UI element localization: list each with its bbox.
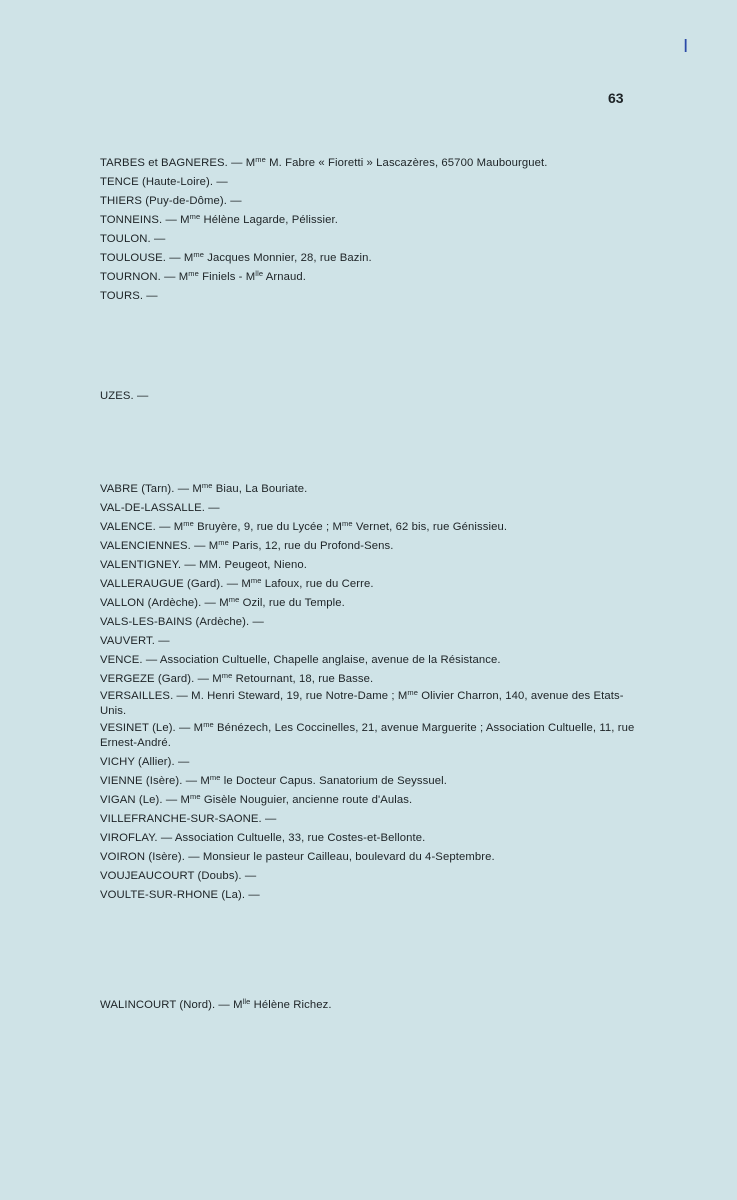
directory-entry: THIERS (Puy-de-Dôme). — — [100, 195, 242, 207]
directory-entry: UZES. — — [100, 390, 149, 402]
section-t-entries — [100, 154, 640, 306]
directory-entry: VALS-LES-BAINS (Ardèche). — — [100, 616, 264, 628]
directory-entry: VERGEZE (Gard). — $M^{me}$ Retournant, 18, rue Basse. — [100, 671, 374, 685]
directory-entry: VOIRON (Isère). — Monsieur le pasteur Cailleau, boulevard du 4-Septembre. — [100, 851, 495, 863]
directory-entry: VOUJEAUCOURT (Doubs). — — [100, 870, 257, 882]
corner-pencil-mark: I — [683, 36, 689, 57]
directory-entry: VICHY (Allier). — — [100, 756, 190, 768]
section-v-entries — [100, 480, 640, 905]
directory-entry: TOURS. — — [100, 290, 158, 302]
directory-entry: TOULON. — — [100, 233, 166, 245]
directory-entry: VABRE (Tarn). — $M^{me}$ Biau, La Bouriate. — [100, 481, 308, 495]
section-w-entries — [100, 996, 640, 1015]
section-u-entries — [100, 387, 640, 406]
directory-entry: VIGAN (Le). — $M^{me}$ Gisèle Nouguier, ancienne route d'Aulas. — [100, 792, 413, 806]
directory-entry: VIROFLAY. — Association Cultuelle, 33, rue Costes-et-Bellonte. — [100, 832, 426, 844]
directory-entry: TOULOUSE. — $M^{me}$ Jacques Monnier, 28, rue Bazin. — [100, 250, 372, 264]
page-number: 63 — [608, 90, 624, 106]
directory-entry: VIENNE (Isère). — $M^{me}$ le Docteur Capus. Sanatorium de Seyssuel. — [100, 773, 447, 787]
directory-entry: VILLEFRANCHE-SUR-SAONE. — — [100, 813, 277, 825]
directory-entry: VENCE. — Association Cultuelle, Chapelle anglaise, avenue de la Résistance. — [100, 654, 501, 666]
directory-entry: TENCE (Haute-Loire). — — [100, 176, 228, 188]
directory-entry: VAL-DE-LASSALLE. — — [100, 502, 220, 514]
directory-entry: VESINET (Le). — $M^{me}$ Bénézech, Les Coccinelles, 21, avenue Marguerite ; Association Cultuelle, 11, rue Ernest-André. — [100, 720, 635, 749]
directory-entry: TONNEINS. — $M^{me}$ Hélène Lagarde, Pélissier. — [100, 212, 338, 226]
directory-entry: VAUVERT. — — [100, 635, 170, 647]
directory-entry: VOULTE-SUR-RHONE (La). — — [100, 889, 260, 901]
directory-entry: VALENTIGNEY. — MM. Peugeot, Nieno. — [100, 559, 308, 571]
directory-entry: TOURNON. — $M^{me}$ Finiels - $M^{lle}$ Arnaud. — [100, 269, 306, 283]
directory-entry: WALINCOURT (Nord). — $M^{lle}$ Hélène Richez. — [100, 997, 332, 1011]
directory-entry: VALLON (Ardèche). — $M^{me}$ Ozil, rue du Temple. — [100, 595, 345, 609]
directory-entry: VERSAILLES. — M. Henri Steward, 19, rue Notre-Dame ; $M^{me}$ Olivier Charron, 140, avenue des Etats-Unis. — [100, 688, 624, 717]
directory-entry: VALENCIENNES. — $M^{me}$ Paris, 12, rue du Profond-Sens. — [100, 538, 394, 552]
directory-entry: TARBES et BAGNERES. — $M^{me}$ M. Fabre « Fioretti » Lascazères, 65700 Maubourguet. — [100, 155, 548, 169]
directory-entry: VALENCE. — $M^{me}$ Bruyère, 9, rue du Lycée ; $M^{me}$ Vernet, 62 bis, rue Génissieu. — [100, 519, 508, 533]
directory-entry: VALLERAUGUE (Gard). — $M^{me}$ Lafoux, rue du Cerre. — [100, 576, 374, 590]
